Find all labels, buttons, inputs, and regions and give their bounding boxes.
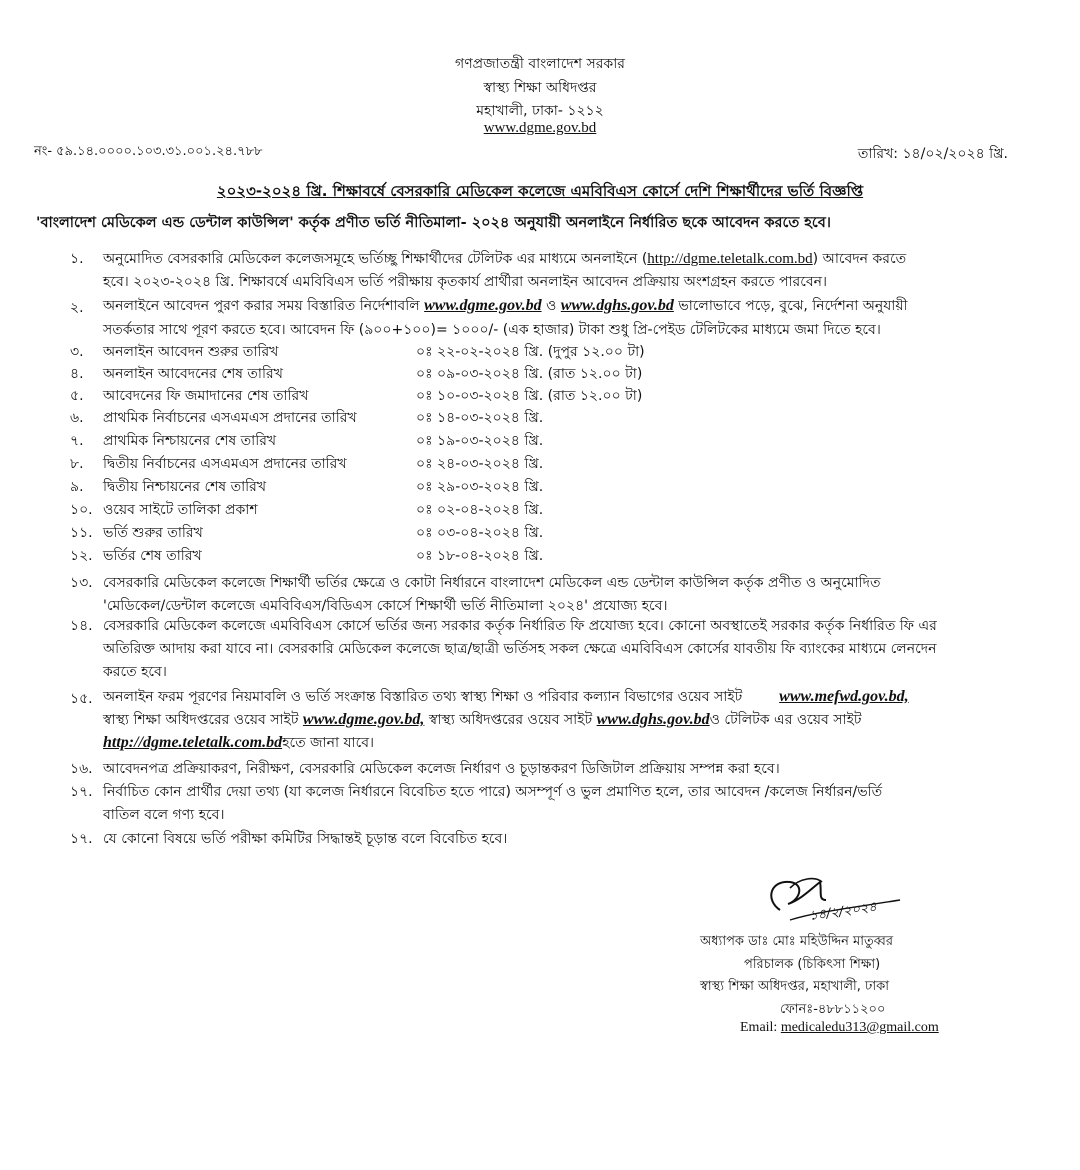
date-row-value: ০ঃ ১০-০৩-২০২৪ খ্রি. (রাত ১২.০০ টা) [416, 388, 643, 404]
notice-subtitle: 'বাংলাদেশ মেডিকেল এন্ড ডেন্টাল কাউন্সিল' কর্তৃক প্রণীত ভর্তি নীতিমালা- ২০২৪ অনুযায়ী অনলাইনে নির্ধারিত ছকে আবেদন করতে হবে। [36, 215, 831, 231]
item-15-text-a: অনলাইন ফরম পূরণের নিয়মাবলি ও ভর্তি সংক্রান্ত বিস্তারিত তথ্য স্বাস্থ্য শিক্ষা ও পরিবার কল্যান বিভাগের ওয়েব সাইট [103, 689, 743, 705]
date-row-num: ১১. [70, 525, 93, 541]
dgme-link[interactable]: www.dgme.gov.bd [424, 297, 542, 314]
item-14-number: ১৪. [70, 618, 93, 634]
date-row-value: ০ঃ ১৮-০৪-২০২৪ খ্রি. [416, 548, 544, 564]
govt-header-line: গণপ্রজাতন্ত্রী বাংলাদেশ সরকার [455, 56, 625, 72]
date-row-value: ০ঃ ১৯-০৩-২০২৪ খ্রি. [416, 433, 544, 449]
item-2-text-a: অনলাইনে আবেদন পুরণ করার সময় বিস্তারিত নির্দেশাবলি [103, 298, 420, 314]
item-15-line-2 [103, 708, 861, 732]
item-13-line-2: 'মেডিকেল/ডেন্টাল কলেজে এমবিবিএস/বিডিএস কোর্সে শিক্ষার্থী ভর্তি নীতিমালা ২০২৪' প্রযোজ্য হবে। [103, 598, 668, 614]
date-row-num: ৫. [70, 388, 84, 404]
date-row-value: ০ঃ ২২-০২-২০২৪ খ্রি. (দুপুর ১২.০০ টা) [416, 344, 645, 360]
date-row-value: ০ঃ ০৯-০৩-২০২৪ খ্রি. (রাত ১২.০০ টা) [416, 366, 643, 382]
date-row-num: ৯. [70, 479, 84, 495]
signatory-office: স্বাস্থ্য শিক্ষা অধিদপ্তর, মহাখালী, ঢাকা [700, 979, 890, 994]
item-13-line-1: বেসরকারি মেডিকেল কলেজে শিক্ষার্থী ভর্তির ক্ষেত্রে ও কোটা নির্ধারনে বাংলাদেশ মেডিকেল এন্ড ডেন্টাল কাউন্সিল কর্তৃক প্রণীত ও অনুমোদিত [103, 575, 881, 591]
svg-text:১৪/২/২০২৪: ১৪/২/২০২৪ [808, 899, 878, 924]
dgme-link-2[interactable]: www.dgme.gov.bd, [302, 711, 425, 728]
date-row-value: ০ঃ ০৩-০৪-২০২৪ খ্রি. [416, 525, 544, 541]
item-1-line-1 [103, 247, 906, 271]
date-row-num: ১২. [70, 548, 93, 564]
item-2-line-2: সতর্কতার সাথে পূরণ করতে হবে। আবেদন ফি (৯০০+১০০)= ১০০০/- (এক হাজার) টাকা শুধু প্রি-পেইড টেলিটকের মাধ্যমে জমা দিতে হবে। [103, 322, 881, 338]
item-14-line-3: করতে হবে। [103, 664, 167, 680]
email-label: Email: [740, 1020, 778, 1035]
item-15-text-c: স্বাস্থ্য অধিদপ্তরের ওয়েব সাইট [428, 712, 593, 728]
item-15-line-3 [103, 731, 374, 755]
item-1-number: ১. [70, 251, 84, 267]
header-website-link[interactable]: www.dgme.gov.bd [483, 120, 597, 136]
date-row-value: ০ঃ ১৪-০৩-২০২৪ খ্রি. [416, 410, 544, 426]
item-2-text-b: ভালোভাবে পড়ে, বুঝে, নির্দেশনা অনুযায়ী [678, 298, 908, 314]
item-14-line-2: অতিরিক্ত আদায় করা যাবে না। বেসরকারি মেডিকেল কলেজে ছাত্র/ছাত্রী ভর্তিসহ সকল ক্ষেত্রে এমবিবিএস কোর্সের যাবতীয় ফি ব্যাংকের মাধ্যমে লেনদেন [103, 641, 937, 657]
dghs-link-2[interactable]: www.dghs.gov.bd [596, 711, 710, 728]
date-row-num: ৬. [70, 410, 84, 426]
item-15-number: ১৫. [70, 691, 93, 707]
item-14-line-1: বেসরকারি মেডিকেল কলেজে এমবিবিএস কোর্সে ভর্তির জন্য সরকার কর্তৃক নির্ধারিত ফি প্রযোজ্য হবে। কোনো অবস্থাতেই সরকার কর্তৃক নির্ধারিত ফি এর [103, 618, 937, 634]
department-name: স্বাস্থ্য শিক্ষা অধিদপ্তর [483, 80, 597, 96]
date-row-value: ০ঃ ২৪-০৩-২০২৪ খ্রি. [416, 456, 544, 472]
signatory-designation: পরিচালক (চিকিৎসা শিক্ষা) [744, 957, 881, 972]
item-2-line-1 [103, 294, 908, 318]
date-row-num: ১০. [70, 502, 93, 518]
date-row-label: প্রাথমিক নির্বাচনের এসএমএস প্রদানের তারিখ [103, 410, 357, 426]
date-row-label: দ্বিতীয় নির্বাচনের এসএমএস প্রদানের তারিখ [103, 456, 347, 472]
email-link[interactable]: medicaledu313@gmail.com [780, 1020, 939, 1035]
date-row-label: আবেদনের ফি জমাদানের শেষ তারিখ [103, 388, 309, 404]
signatory-name: অধ্যাপক ডাঃ মোঃ মহিউদ্দিন মাতুব্বর [700, 934, 893, 949]
item-13-number: ১৩. [70, 575, 93, 591]
department-address: মহাখালী, ঢাকা- ১২১২ [476, 103, 604, 119]
item-2-and: ও [546, 298, 557, 314]
signatory-email [740, 1020, 939, 1036]
notice-title: ২০২৩-২০২৪ খ্রি. শিক্ষাবর্ষে বেসরকারি মেডিকেল কলেজে এমবিবিএস কোর্সে দেশি শিক্ষার্থীদের ভর্তি বিজ্ঞপ্তি [216, 182, 864, 200]
signatory-phone: ফোনঃ-৪৮৮১১২০০ [780, 1002, 886, 1017]
date-row-value: ০ঃ ২৯-০৩-২০২৪ খ্রি. [416, 479, 544, 495]
date-row-label: অনলাইন আবেদন শুরুর তারিখ [103, 344, 279, 360]
item-2-number: ২. [70, 300, 84, 316]
date-row-label: ভর্তির শেষ তারিখ [103, 548, 202, 564]
date-row-num: ৪. [70, 366, 84, 382]
date-row-value: ০ঃ ০২-০৪-২০২৪ খ্রি. [416, 502, 544, 518]
item-17-number: ১৭. [70, 784, 93, 800]
date-row-label: ভর্তি শুরুর তারিখ [103, 525, 203, 541]
date-row-label: দ্বিতীয় নিশ্চায়নের শেষ তারিখ [103, 479, 267, 495]
item-18-line-1: যে কোনো বিষয়ে ভর্তি পরীক্ষা কমিটির সিদ্ধান্তই চূড়ান্ত বলে বিবেচিত হবে। [103, 831, 508, 847]
item-16-line-1: আবেদনপত্র প্রক্রিয়াকরণ, নিরীক্ষণ, বেসরকারি মেডিকেল কলেজ নির্ধারণ ও চূড়ান্তকরণ ডিজিটাল প্রক্রিয়ায় সম্পন্ন করা হবে। [103, 761, 780, 777]
item-17-line-2: বাতিল বলে গণ্য হবে। [103, 807, 225, 823]
reference-number: নং- ৫৯.১৪.০০০০.১০৩.৩১.০০১.২৪.৭৮৮ [34, 144, 263, 159]
item-15-line-1 [103, 685, 909, 709]
teletalk-link[interactable]: http://dgme.teletalk.com.bd [647, 251, 813, 267]
mefwd-link[interactable]: www.mefwd.gov.bd, [779, 688, 909, 705]
handwritten-signature [760, 870, 910, 930]
item-1-text-b: ) আবেদন করতে [812, 251, 907, 267]
date-row-num: ৭. [70, 433, 84, 449]
date-row-num: ৮. [70, 456, 84, 472]
notice-date: তারিখ: ১৪/০২/২০২৪ খ্রি. [857, 146, 1008, 162]
date-row-label: ওয়েব সাইটে তালিকা প্রকাশ [103, 502, 258, 518]
teletalk-link-2[interactable]: http://dgme.teletalk.com.bd [103, 734, 283, 751]
item-16-number: ১৬. [70, 761, 93, 777]
date-row-label: অনলাইন আবেদনের শেষ তারিখ [103, 366, 283, 382]
item-1-text-a: অনুমোদিত বেসরকারি মেডিকেল কলেজসমূহে ভর্তিচ্ছু শিক্ষার্থীদের টেলিটক এর মাধ্যমে অনলাইনে ( [103, 251, 648, 267]
item-15-text-b: স্বাস্থ্য শিক্ষা অধিদপ্তরের ওয়েব সাইট [103, 712, 299, 728]
date-row-label: প্রাথমিক নিশ্চায়নের শেষ তারিখ [103, 433, 277, 449]
item-18-number: ১৭. [70, 831, 93, 847]
date-row-num: ৩. [70, 344, 84, 360]
item-15-text-e: হতে জানা যাবে। [282, 735, 375, 751]
item-17-line-1: নির্বাচিত কোন প্রার্থীর দেয়া তথ্য (যা কলেজ নির্ধারনে বিবেচিত হতে পারে) অসম্পূর্ণ ও ভুল প্রমাণিত হলে, তার আবেদন /কলেজ নির্ধারন/ভর্তি [103, 784, 883, 800]
item-1-line-2: হবে। ২০২৩-২০২৪ খ্রি. শিক্ষাবর্ষে এমবিবিএস ভর্তি পরীক্ষায় কৃতকার্য প্রার্থীরা অনলাইন আবেদন প্রক্রিয়ায় অংশগ্রহন করতে পারবেন। [103, 274, 827, 290]
dghs-link[interactable]: www.dghs.gov.bd [560, 297, 674, 314]
item-15-text-d: ও টেলিটক এর ওয়েব সাইট [709, 712, 862, 728]
